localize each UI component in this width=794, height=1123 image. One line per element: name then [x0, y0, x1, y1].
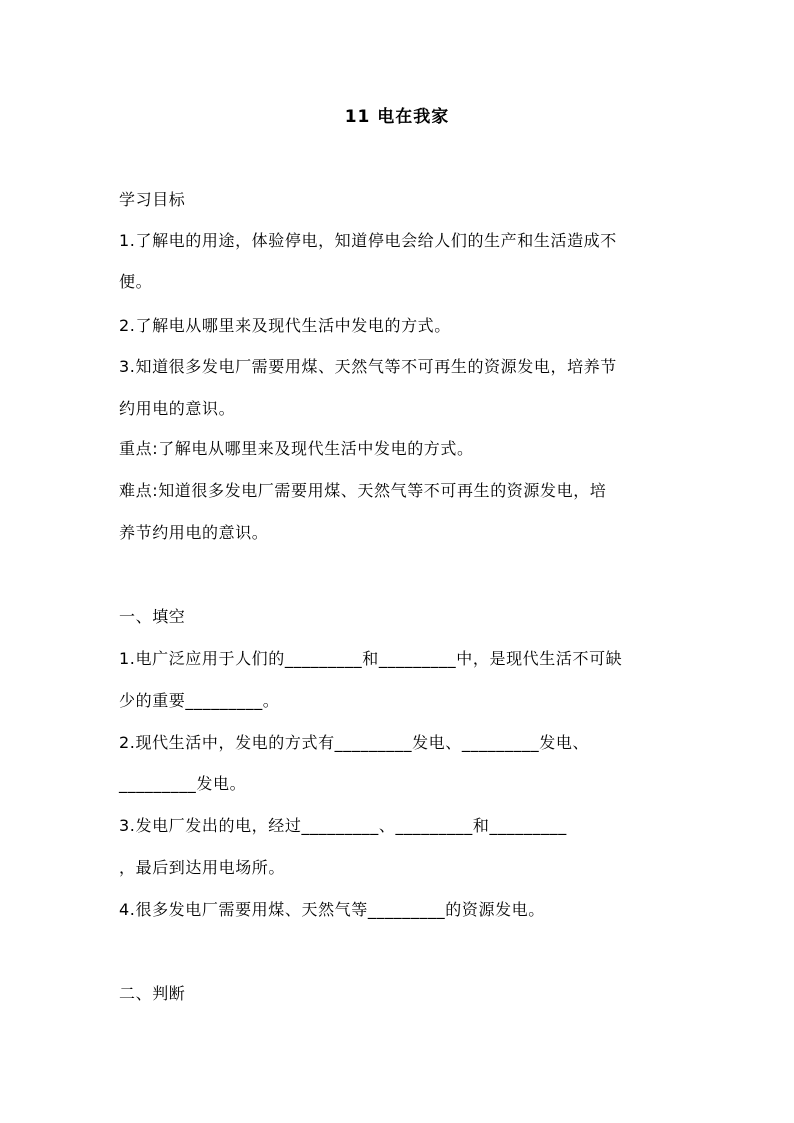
page-title: 11 电在我家 — [344, 107, 450, 127]
objectives-heading: 学习目标 — [119, 190, 186, 209]
fill-question-1-line-2: 少的重要_________。 — [119, 691, 280, 710]
key-point: 重点:了解电从哪里来及现代生活中发电的方式。 — [119, 439, 474, 458]
difficulty-line-1: 难点:知道很多发电厂需要用煤、天然气等不可再生的资源发电，培 — [119, 481, 607, 500]
objective-1-line-1: 1.了解电的用途，体验停电，知道停电会给人们的生产和生活造成不 — [119, 231, 617, 250]
objective-1-line-2: 便。 — [119, 272, 153, 291]
objective-3-line-1: 3.知道很多发电厂需要用煤、天然气等不可再生的资源发电，培养节 — [119, 357, 617, 376]
difficulty-line-2: 养节约用电的意识。 — [119, 523, 269, 542]
section-fill-in-heading: 一、填空 — [119, 607, 186, 626]
section-judgement-heading: 二、判断 — [119, 984, 186, 1003]
fill-question-3-line-2: ，最后到达用电场所。 — [119, 858, 286, 877]
objective-3-line-2: 约用电的意识。 — [119, 399, 236, 418]
fill-question-1-line-1: 1.电广泛应用于人们的_________和_________中，是现代生活不可缺 — [119, 649, 623, 668]
fill-question-3-line-1: 3.发电厂发出的电，经过_________、_________和_________ — [119, 816, 567, 835]
objective-2: 2.了解电从哪里来及现代生活中发电的方式。 — [119, 316, 451, 335]
fill-question-4: 4.很多发电厂需要用煤、天然气等_________的资源发电。 — [119, 900, 545, 919]
fill-question-2-line-2: _________发电。 — [119, 774, 247, 793]
fill-question-2-line-1: 2.现代生活中，发电的方式有_________发电、_________发电、 — [119, 733, 590, 752]
